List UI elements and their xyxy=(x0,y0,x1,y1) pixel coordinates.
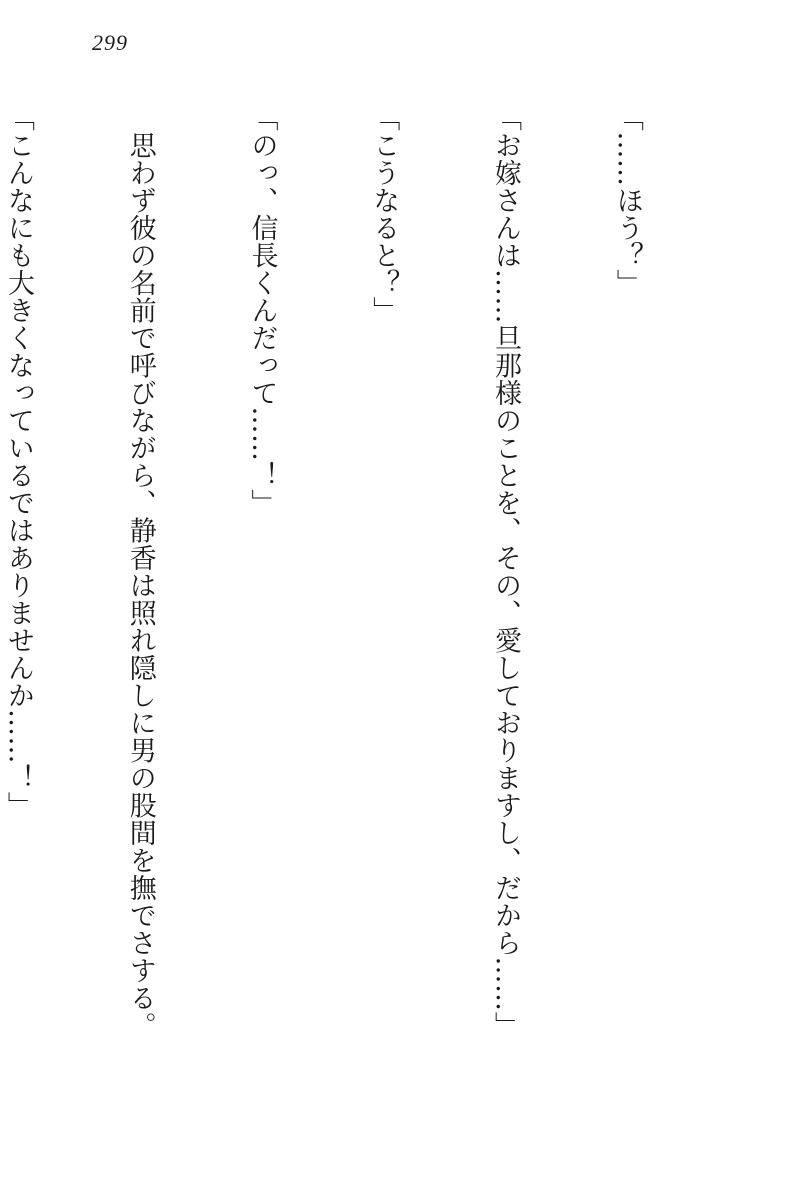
page-number: 299 xyxy=(92,30,128,55)
text-line-4: 「のっ、信長くんだって……！」 xyxy=(246,104,278,517)
text-line-2-part-1: 「お嫁さんは……旦那様のことを、その、愛しておりますし、だから……」 xyxy=(490,104,522,1039)
text-line-1: 「……ほう？」 xyxy=(611,104,643,297)
text-line-2 xyxy=(484,104,525,1164)
text-line-6: 「こんなにも大きくなっているではありませんか……！」 xyxy=(2,104,34,819)
text-line-3: 「こうなると？」 xyxy=(368,104,400,324)
novel-text-block xyxy=(2,104,728,1164)
text-line-5: 思わず彼の名前で呼びながら、静香は照れ隠しに男の股間を撫でさする。 xyxy=(124,104,156,1039)
